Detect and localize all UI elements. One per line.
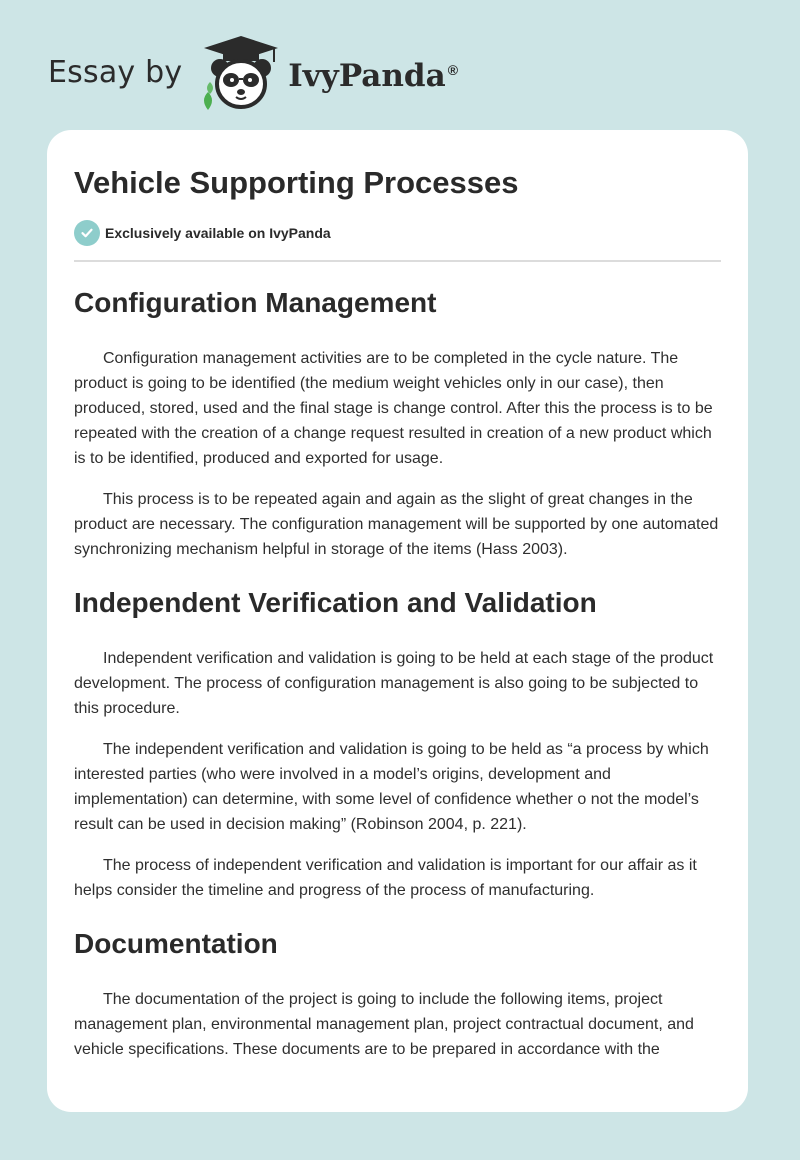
paragraph: Configuration management activities are to be completed in the cycle nature. The product is going to be identified (the medium weight vehicles only in our case), then produced, stored, used and the final stage is change control. After this the process is to be repeated with the creation of a change request resulted in creation of a new product which is to be identified, produced and exported for usage. <box>74 350 713 467</box>
page-title: Vehicle Supporting Processes <box>74 165 519 200</box>
panda-graduate-icon[interactable] <box>196 30 286 114</box>
paragraph: The process of independent verification and validation is important for our affair as it helps consider the timeline and progress of the process of manufacturing. <box>74 857 697 899</box>
paragraph: Independent verification and validation is going to be held at each stage of the product development. The process of configuration management is also going to be subjected to this procedure. <box>74 650 714 717</box>
paragraph: This process is to be repeated again and again as the slight of great changes in the product are necessary. The configuration management will be supported by one automated synchronizing mechanism helpful in storage of the items (Hass 2003). <box>74 491 719 558</box>
section-heading-verification: Independent Verification and Validation <box>74 587 597 618</box>
exclusive-badge <box>74 220 721 262</box>
section-heading-documentation: Documentation <box>74 928 278 959</box>
site-header <box>48 30 458 114</box>
section-heading-configuration: Configuration Management <box>74 287 437 318</box>
paragraph: The independent verification and validation is going to be held as “a process by which interested parties (who were involved in a model’s origins, development and implementation) can determine, with some level of confidence whether o not the model’s result can be used in decision making” (Robinson 2004, p. 221). <box>74 741 709 833</box>
brand-name: IvyPanda ® <box>288 58 459 94</box>
badge-text: Exclusively available on IvyPanda <box>105 225 331 241</box>
essay-card <box>47 130 748 1112</box>
paragraph: The documentation of the project is going to include the following items, project management plan, environmental management plan, project contractual document, and vehicle specifications. These documents are to be prepared in accordance with the <box>74 991 694 1058</box>
essay-by-label: Essay by <box>48 54 183 90</box>
check-icon <box>74 220 100 246</box>
